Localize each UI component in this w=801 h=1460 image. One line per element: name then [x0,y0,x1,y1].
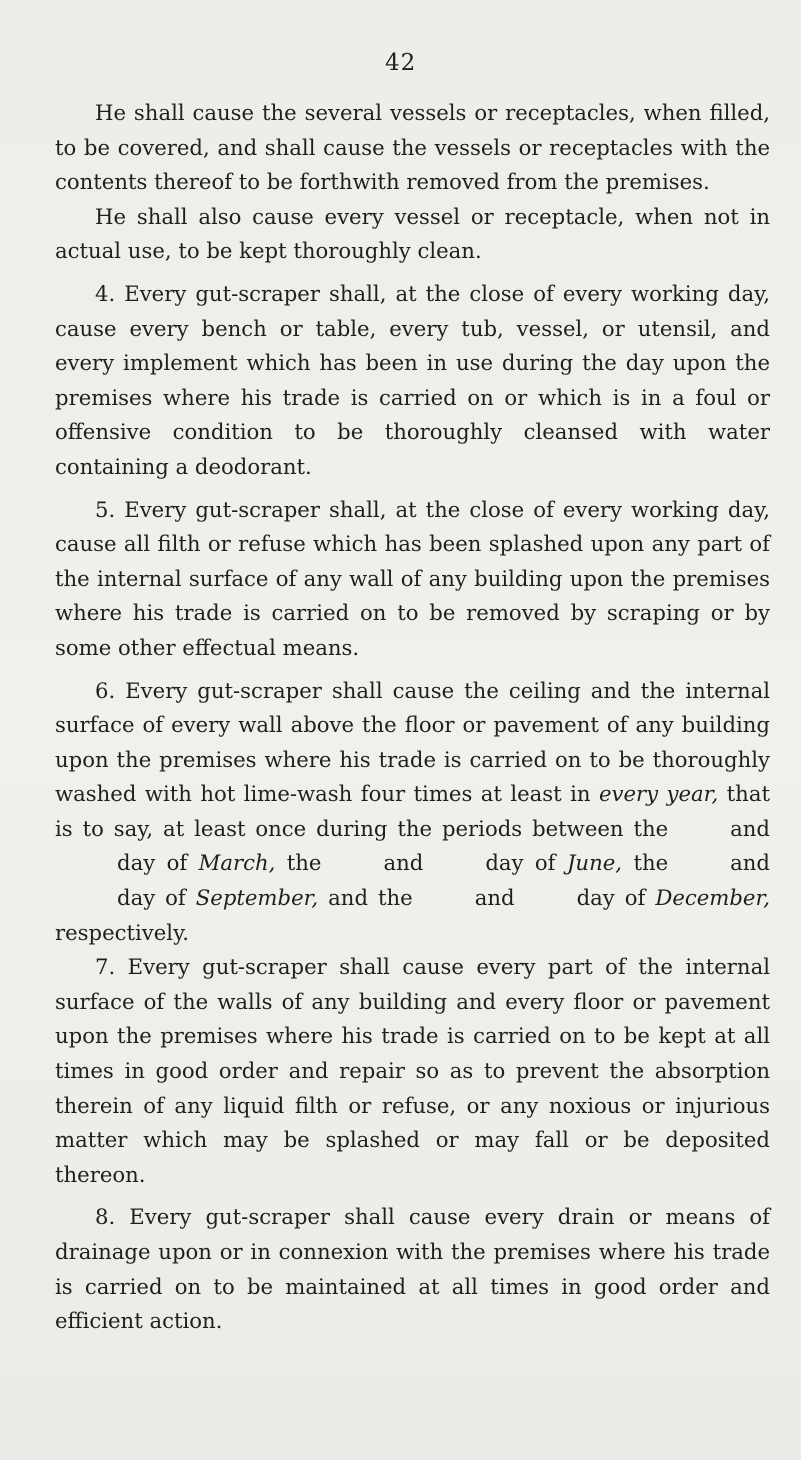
limewash-text-a: 6. Every gut-scraper shall cause the ceiling and the internal surface of every wall above the floor or pavement of any building upon the premises where his trade is carried on to be thoroughly washed with hot lime-wash four times at least in [55,677,770,807]
paragraph-5-scraping: 5. Every gut-scraper shall, at the close of every working day, cause all filth or refuse which has been splashed upon any part of the internal surface of any wall of any building upon the premises where his trade is carried on to be removed by scraping or by some other effectual means. [55,496,770,660]
limewash-text-s: respectively. [55,919,189,945]
bylaws-text [55,96,770,1339]
paragraph-vessels-removal: He shall cause the several vessels or receptacles, when filled, to be covered, and shall cause the vessels or receptacles with the contents thereof to be forthwith removed from the premises. [55,100,770,195]
limewash-september: September, [195,885,319,911]
page-number: 42 [385,50,417,76]
limewash-text-o: and the [328,885,413,911]
limewash-text-g: the [286,850,322,876]
limewash-march: March, [198,850,276,876]
limewash-text-d: and [730,815,770,841]
limewash-text-h: and [383,850,424,876]
limewash-june: June, [566,850,622,876]
limewash-text-i: day of [485,850,556,876]
limewash-text-m: day of [117,885,186,911]
paragraph-6-limewash [55,674,770,951]
limewash-text-e: day of [117,850,188,876]
limewash-text-p: and [474,885,515,911]
limewash-december: December, [655,885,770,911]
paragraph-vessels-clean: He shall also cause every vessel or receptacle, when not in actual use, to be kept thoroughly clean. [55,203,770,264]
paragraph-4-cleansing: 4. Every gut-scraper shall, at the close of every working day, cause every bench or table, every tub, vessel, or utensil, and every implement which has been in use during the day upon the premises where his trade is carried on or which is in a foul or offensive condition to be thoroughly cleansed with water containing a deodorant. [55,280,770,479]
limewash-every-year: every year, [598,781,719,807]
paragraph-8-drainage: 8. Every gut-scraper shall cause every drain or means of drainage upon or in connexion with the premises where his trade is carried on to be maintained at all times in good order and efficient action. [55,1204,770,1334]
limewash-text-q: day of [576,885,646,911]
limewash-text-l: and [730,850,770,876]
paragraph-7-repair: 7. Every gut-scraper shall cause every part of the internal surface of the walls of any building and every floor or pavement upon the premises where his trade is carried on to be kept at all times in good order and repair so as to prevent the absorption therein of any liquid filth or refuse, or any noxious or injurious matter which may be splashed or may fall or be deposited thereon. [55,954,770,1187]
limewash-text-c: that is to say, at least once during the periods between the [55,781,770,841]
limewash-text-k: the [633,850,669,876]
